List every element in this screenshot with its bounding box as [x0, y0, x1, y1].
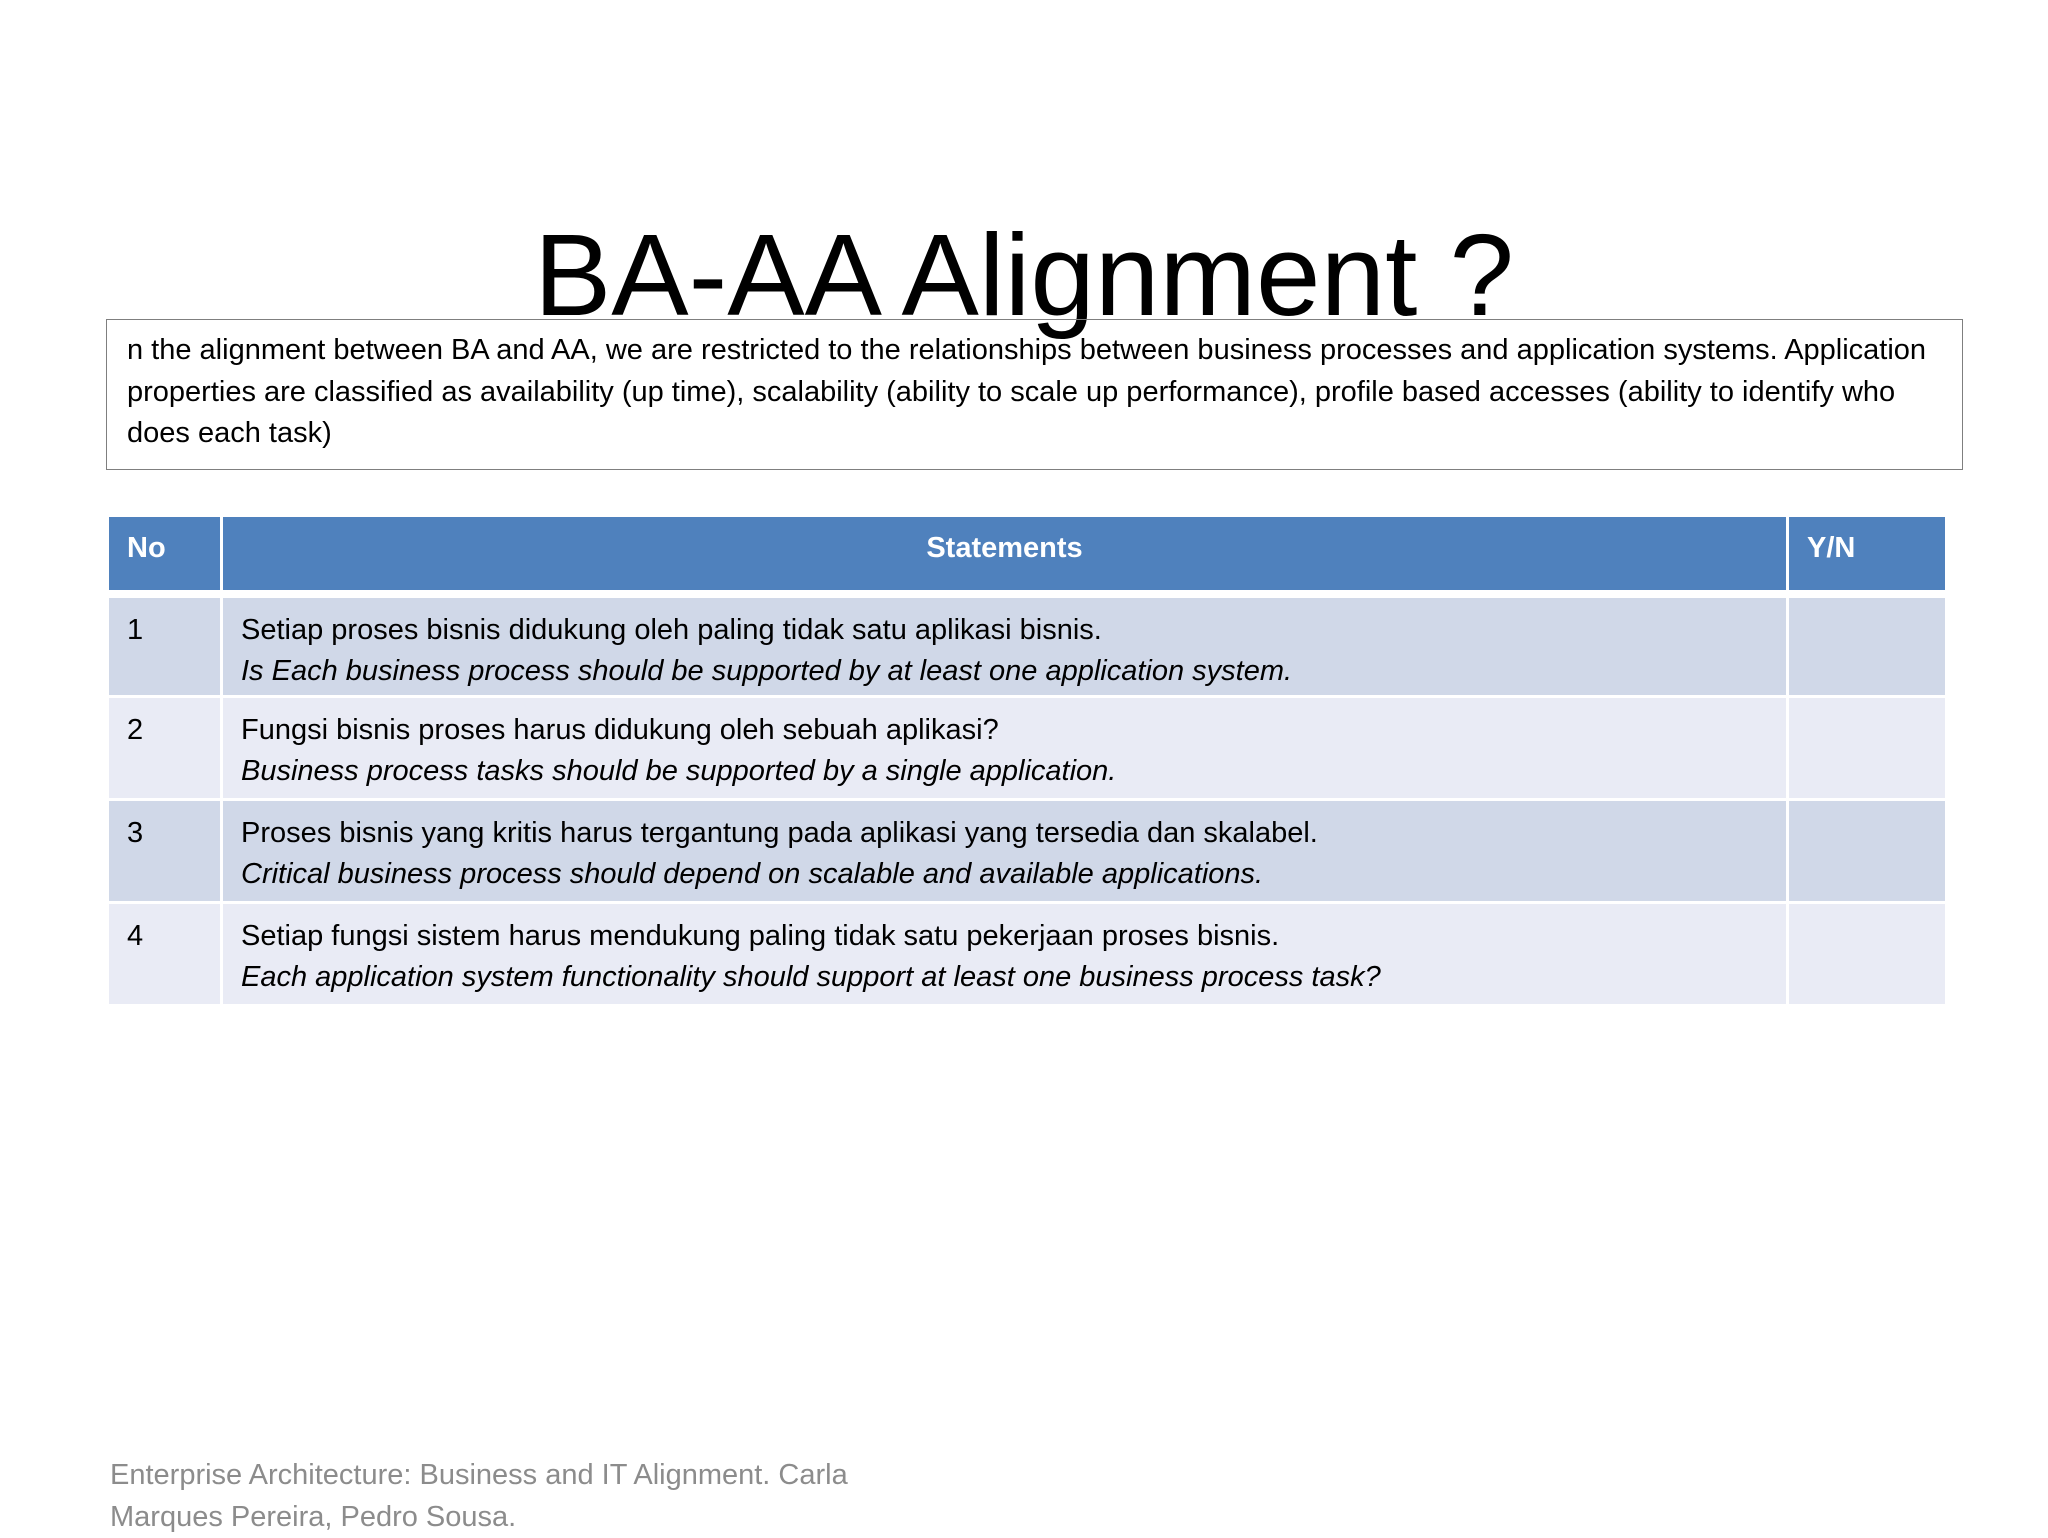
- header-statements: Statements: [222, 516, 1788, 594]
- table-row: [108, 800, 1947, 903]
- source-citation: [110, 1455, 1010, 1538]
- yn-cell[interactable]: [1788, 697, 1947, 800]
- row-number: 1: [108, 594, 222, 697]
- statement-indonesian: Proses bisnis yang kritis harus tergantung pada aplikasi yang tersedia dan skalabel.: [241, 813, 1768, 854]
- header-yn: Y/N: [1788, 516, 1947, 594]
- table-row: [108, 903, 1947, 1006]
- yn-cell[interactable]: [1788, 903, 1947, 1006]
- table-header-row: [108, 516, 1947, 594]
- statement-cell: [222, 594, 1788, 697]
- statement-english: Is Each business process should be supported by at least one application system.: [241, 651, 1768, 692]
- intro-text: n the alignment between BA and AA, we are restricted to the relationships between business processes and application systems. Application properties are classified as availability (up time), scalability (ability to scale up performance), profile based accesses (ability to identify who does each task): [127, 330, 1942, 455]
- citation-line: Enterprise Architecture: Business and IT Alignment. Carla: [110, 1455, 1010, 1497]
- row-number: 4: [108, 903, 222, 1006]
- slide-title: BA-AA Alignment ?: [0, 200, 2048, 350]
- intro-text-box: [106, 319, 1963, 470]
- header-no: No: [108, 516, 222, 594]
- statement-english: Each application system functionality should support at least one business process task?: [241, 957, 1768, 998]
- yn-cell[interactable]: [1788, 594, 1947, 697]
- statement-cell: [222, 903, 1788, 1006]
- row-number: 2: [108, 697, 222, 800]
- statement-cell: [222, 800, 1788, 903]
- statement-cell: [222, 697, 1788, 800]
- table-row: [108, 594, 1947, 697]
- citation-line: Marques Pereira, Pedro Sousa.: [110, 1497, 1010, 1538]
- statement-english: Critical business process should depend on scalable and available applications.: [241, 854, 1768, 895]
- row-number: 3: [108, 800, 222, 903]
- table-row: [108, 697, 1947, 800]
- statement-english: Business process tasks should be supported by a single application.: [241, 751, 1768, 792]
- yn-cell[interactable]: [1788, 800, 1947, 903]
- statement-indonesian: Fungsi bisnis proses harus didukung oleh sebuah aplikasi?: [241, 710, 1768, 751]
- statements-table: [106, 514, 1948, 1007]
- statement-indonesian: Setiap fungsi sistem harus mendukung paling tidak satu pekerjaan proses bisnis.: [241, 916, 1768, 957]
- statement-indonesian: Setiap proses bisnis didukung oleh paling tidak satu aplikasi bisnis.: [241, 610, 1768, 651]
